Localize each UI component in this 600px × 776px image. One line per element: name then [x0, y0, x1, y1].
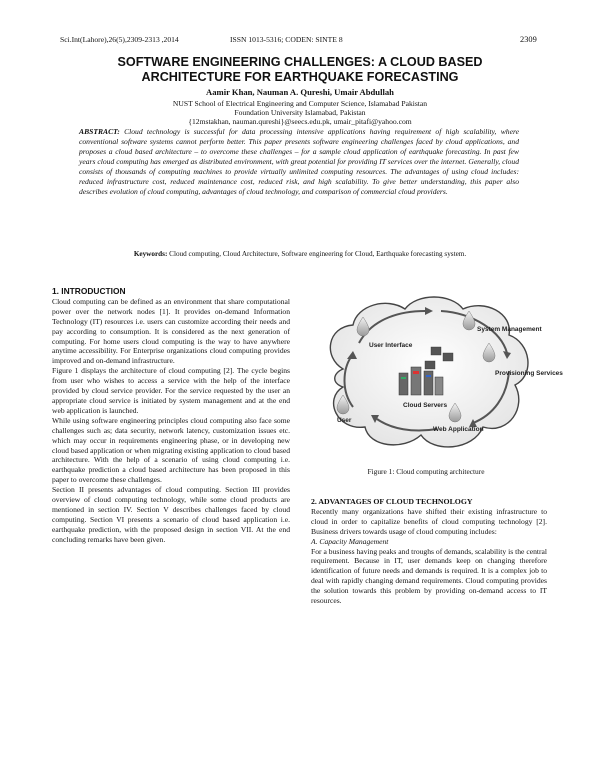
title-line-1: SOFTWARE ENGINEERING CHALLENGES: A CLOUD BASED: [117, 55, 483, 69]
authors: Aamir Khan, Nauman A. Qureshi, Umair Abdullah: [206, 87, 394, 97]
figure-caption: Figure 1: Cloud computing architecture: [367, 467, 485, 476]
label-cloud-servers: Cloud Servers: [403, 402, 448, 409]
capacity-paragraph: For a business having peaks and troughs of demands, scalability is the central requirement. Because in IT, user demands keep on changing therefore identification of future needs and demands is required. It is a complex job to deal with rapidly changing demand requirements. Cloud computing provides the solution towards this problem by providing on-demand access to IT resources.: [311, 546, 547, 606]
right-column: [311, 497, 547, 606]
intro-paragraph-1: Cloud computing can be defined as an environment that share computational power over the network nodes [1]. It provides on-demand Information Technology (IT) resources i.e. users can customize according their needs and pay according to consumption. It is considered as the next generation of computing. For home users cloud computing is the way to have anywhere anytime accessibility. For Enterprise organizations cloud computing provides improved and on-demand infrastructure.: [52, 296, 290, 366]
issn-line: ISSN 1013-5316; CODEN: SINTE 8: [230, 35, 343, 44]
section-number: 2.: [311, 497, 317, 506]
abstract: [79, 127, 519, 197]
keywords: [60, 250, 540, 258]
intro-paragraph-3: While using software engineering principles cloud computing also face some challenges such as; data security, network latency, customization issues etc. which may occur in requirements engineering phase, or in developing new cloud based application or when migrating existing application to cloud based architecture. With the help of a scenario of using cloud computing i.e. earthquake prediction a cloud based architecture has been proposed in this paper to overcome these challenges.: [52, 415, 290, 485]
subheading-capacity-management: A. Capacity Management: [311, 536, 389, 546]
advantages-paragraph: Recently many organizations have shifted their existing infrastructure to cloud in order to capitalize benefits of cloud computing technology [2]. Business drivers towards usage of cloud computing includes:: [311, 506, 547, 536]
author-emails: {12mstakhan, nauman.qureshi}@seecs.edu.pk, umair_pitafi@yahoo.com: [188, 117, 412, 126]
label-user-interface: User Interface: [369, 342, 413, 349]
keywords-text: Cloud computing, Cloud Architecture, Software engineering for Cloud, Earthquake forecasting system.: [169, 250, 467, 258]
label-system-management: System Management: [477, 326, 542, 333]
section-heading-advantages: [311, 497, 547, 507]
affiliation-2: Foundation University Islamabad, Pakistan: [234, 108, 366, 117]
label-provisioning-services: Provisioning Services: [495, 370, 563, 377]
computer-icon: [425, 361, 435, 369]
label-web-application: Web Application: [433, 426, 484, 433]
paper-title: [60, 55, 540, 85]
label-user: User: [337, 417, 352, 424]
section-heading-introduction: 1. INTRODUCTION: [52, 286, 126, 296]
left-column: [52, 287, 290, 545]
journal-citation: Sci.Int(Lahore),26(5),2309-2313 ,2014: [60, 35, 179, 44]
computer-icon: [431, 347, 441, 355]
computer-icon: [443, 353, 453, 361]
affiliation-1: NUST School of Electrical Engineering and Computer Science, Islamabad Pakistan: [172, 99, 428, 108]
abstract-text: Cloud technology is successful for data processing intensive applications having requirement of high scalability, where conventional software systems cannot perform better. This paper presents software engineering challenges faced by cloud applications, and proposes a cloud based architecture – to overcome these challenges – for a sample cloud application of earthquake forecasting. In past few years cloud computing has emerged as distributed environment, with great potential for providing IT services over the internet. Generally, cloud consists of thousands of computing machines to provide virtually unlimited computing resources. The advantages of using cloud includes: reduced infrastructure cost, reduced maintenance cost, reduced risk, and high scalability. To give better understanding, this paper also describes evolution of cloud computing, advantages of cloud technology, and comparison of commercial cloud providers.: [79, 127, 519, 196]
cloud-architecture-figure: [313, 287, 563, 457]
title-line-2: ARCHITECTURE FOR EARTHQUAKE FORECASTING: [141, 70, 459, 84]
intro-paragraph-2: Figure 1 displays the architecture of cloud computing [2]. The cycle begins from user who wishes to access a service with the help of the interface provided by cloud service provider. For the service requested by the user an appropriate cloud service is initiated by system management and at the end web application is launched.: [52, 366, 290, 415]
intro-paragraph-4: Section II presents advantages of cloud computing. Section III provides overview of cloud computing technology, while some cloud products are mentioned in section IV. Section V describes challenges faced by cloud computing. Section VI presents a scenario of cloud based application i.e. earthquake prediction, with the proposed design in section VII. At the end concluding remarks have been given.: [52, 485, 290, 544]
page-number: 2309: [520, 35, 537, 44]
abstract-label: ABSTRACT:: [79, 127, 120, 136]
keywords-label: Keywords:: [133, 250, 168, 258]
section-title: ADVANTAGES OF CLOUD TECHNOLOGY: [318, 497, 473, 506]
